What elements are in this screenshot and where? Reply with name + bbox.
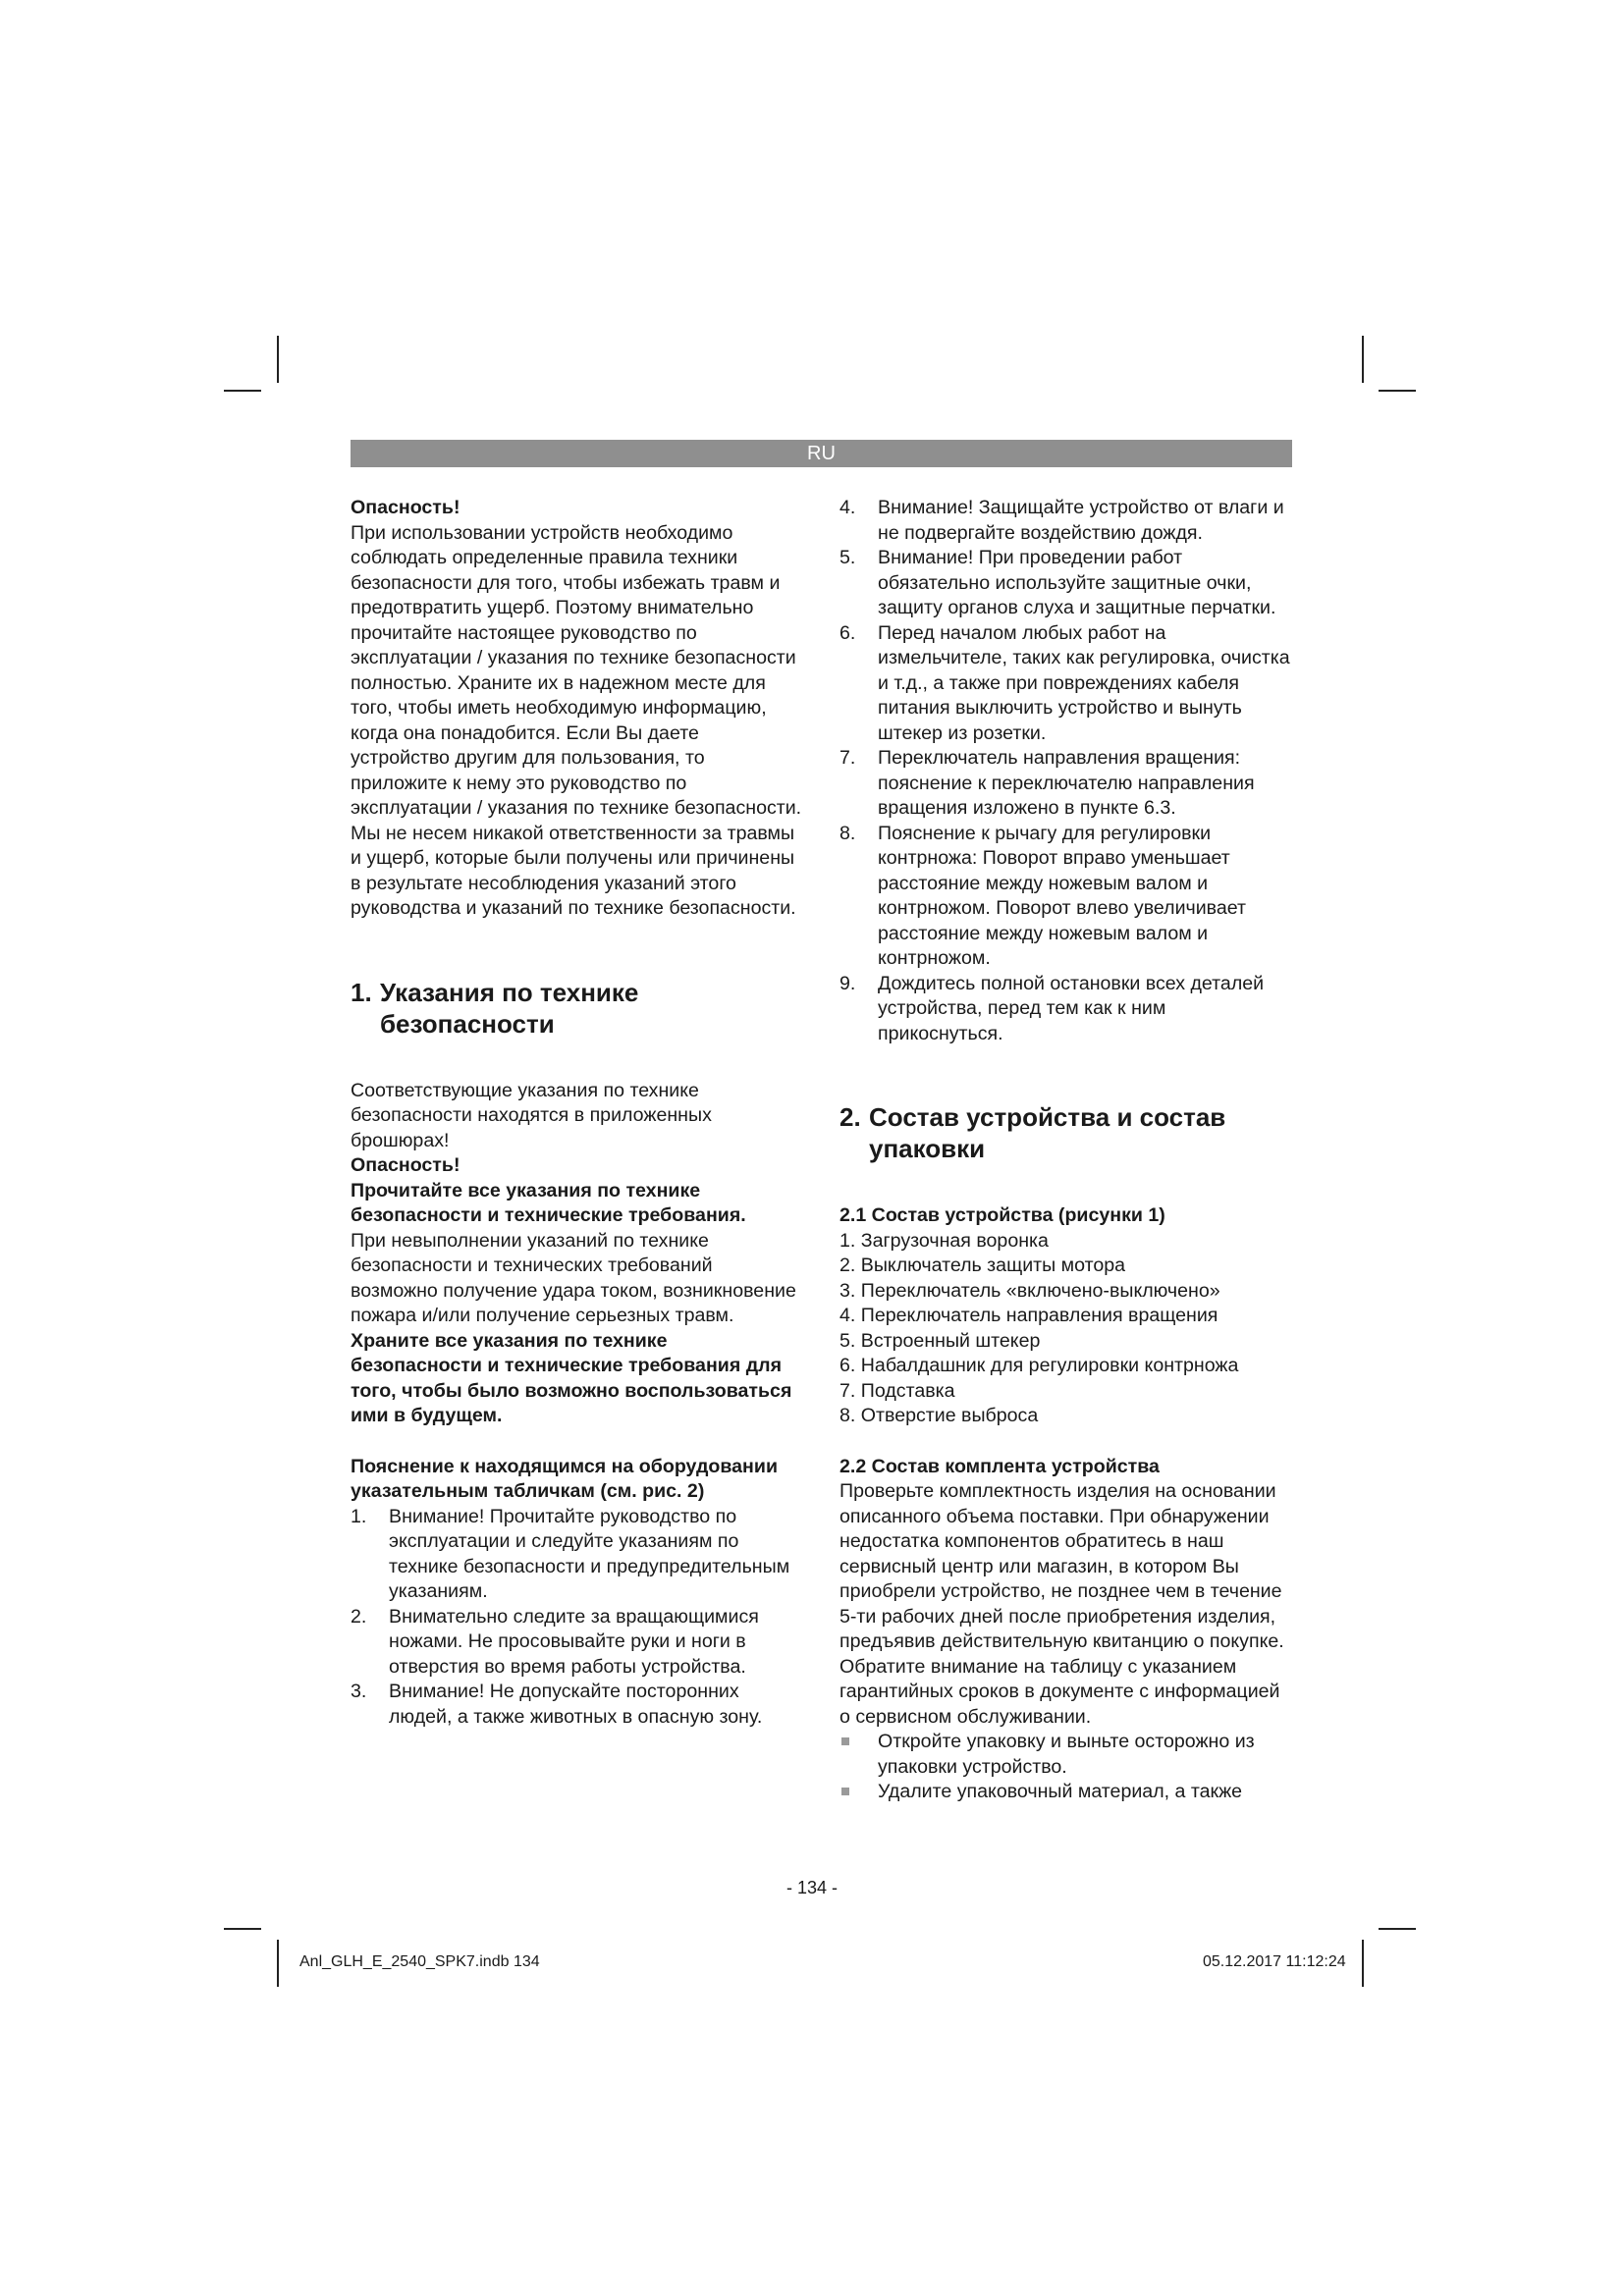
crop-mark [224,390,261,392]
list-item: 6. Набалдашник для регулировки контрножа [839,1355,1239,1376]
list-item: 8. Отверстие выброса [839,1405,1039,1426]
danger-text: При использовании устройств необходимо соблюдать определенные правила техники безопасности для того, чтобы избежать травм и предотвратить ущерб. Поэтому внимательно прочитайте настоящее руководство по эксплуатации / указания по технике безопасности полностью. Храните их в надежном месте для того, чтобы иметь необходимую информацию, когда она понадобится. Если Вы даете устройство другим для пользования, то приложите к нему это руководство по эксплуатации / указания по технике безопасности. Мы не несем никакой ответственности за травмы и ущерб, которые были получены или причинены в результате несоблюдения указаний этого руководства и указаний по технике безопасности. [351,521,802,919]
list-item: 8. Пояснение к рычагу для регулировки контрножа: Поворот вправо уменьшает расстояние между ножевым валом и контрножом. Поворот влево увеличивает расстояние между ножевым валом и контрножом. [839,822,1246,969]
list-item: 6. Перед началом любых работ на измельчителе, таких как регулировка, очистка и т.д., а также при повреждениях кабеля питания выключить устройство и вынуть штекер из розетки. [839,621,1290,744]
crop-mark [1362,1940,1364,1987]
bullet-list [839,1730,1291,1805]
list-item: 4. Переключатель направления вращения [839,1305,1218,1326]
parts-list [839,1229,1291,1429]
list-item: Откройте упаковку и выньте осторожно из упаковки устройство. [839,1730,1291,1780]
delivery-scope-text: Проверьте комплектность изделия на основании описанного объема поставки. При обнаружении недостатка компонентов обратитесь в наш сервисный центр или магазин, в котором Вы приобрели устройство, не позднее чем в течение 5-ти рабочих дней после приобретения изделия, предъявив действительную квитанцию о покупке. Обратите внимание на таблицу с указанием гарантийных сроков в документе с информацией о сервисном обслуживании. [839,1480,1284,1728]
section-title-line2: упаковки [869,1134,986,1163]
list-item: 9. Дождитесь полной остановки всех деталей устройства, перед тем как к ним прикоснуться. [839,972,1265,1044]
list-item: 2. Выключатель защиты мотора [839,1255,1126,1276]
crop-mark [1362,336,1364,383]
signs-list-continued [839,496,1291,1046]
section-1-heading [351,977,802,1040]
list-item: 7. Подставка [839,1379,955,1402]
left-column [351,496,802,1730]
safety-text: При невыполнении указаний по технике безопасности и технических требований возможно получение удара током, возникновение пожара и/или получение серьезных травм. [351,1229,796,1326]
danger-title: Опасность! [351,497,460,518]
print-datetime: 05.12.2017 11:12:24 [1203,1953,1346,1970]
list-item: 2. Внимательно следите за вращающимися ножами. Не просовывайте руки и ноги в отверстия во время работы устройства. [351,1605,759,1678]
section-title-line2: безопасности [380,1008,555,1039]
bullet-icon [841,1737,849,1745]
signs-title: Пояснение к находящимся на оборудовании указательным табличкам (см. рис. 2) [351,1455,778,1502]
crop-mark [224,1928,261,1930]
section-number: 2. [839,1102,861,1132]
list-item: 5. Встроенный штекер [839,1329,1041,1352]
bullet-icon [841,1788,849,1795]
list-item: 5. Внимание! При проведении работ обязательно используйте защитные очки, защиту органов слуха и защитные перчатки. [839,547,1276,618]
page-number: - 134 - [785,1878,839,1897]
section-title-line1: Указания по технике [380,977,639,1007]
list-item: 1. Внимание! Прочитайте руководство по эксплуатации и следуйте указаниям по технике безопасности и предупредительным указаниям. [351,1505,790,1602]
section-2-heading [839,1101,1291,1164]
subsection-2-2-title: 2.2 Состав комплента устройства [839,1455,1160,1477]
list-item: Удалите упаковочный материал, а также [839,1780,1291,1805]
safety-keep-notice: Храните все указания по технике безопасности и технические требования для того, чтобы было возможно воспользоваться ими в будущем. [351,1329,792,1426]
crop-mark [1379,1928,1416,1930]
list-item: 4. Внимание! Защищайте устройство от влаги и не подвергайте воздействию дождя. [839,497,1284,544]
list-item: 3. Переключатель «включено-выключено» [839,1279,1220,1302]
crop-mark [277,1940,279,1987]
list-item: 1. Загрузочная воронка [839,1229,1049,1252]
file-name: Anl_GLH_E_2540_SPK7.indb 134 [299,1953,540,1970]
language-header: RU [351,440,1292,467]
crop-mark [277,336,279,383]
safety-danger-title: Опасность! [351,1154,460,1176]
list-item: 7. Переключатель направления вращения: пояснение к переключателю направления вращения изложено в пункте 6.3. [839,747,1255,819]
section-title-line1: Состав устройства и состав [869,1102,1226,1132]
list-item: 3. Внимание! Не допускайте посторонних людей, а также животных в опасную зону. [351,1681,763,1728]
right-column [839,496,1291,1805]
crop-mark [1379,390,1416,392]
safety-intro: Соответствующие указания по технике безопасности находятся в приложенных брошюрах! [351,1079,712,1151]
section-number: 1. [351,977,372,1007]
signs-list [351,1505,802,1731]
safety-paragraph [351,1229,802,1429]
subsection-2-1-title: 2.1 Состав устройства (рисунки 1) [839,1204,1165,1226]
safety-bold-notice: Прочитайте все указания по технике безопасности и технические требования. [351,1179,746,1226]
